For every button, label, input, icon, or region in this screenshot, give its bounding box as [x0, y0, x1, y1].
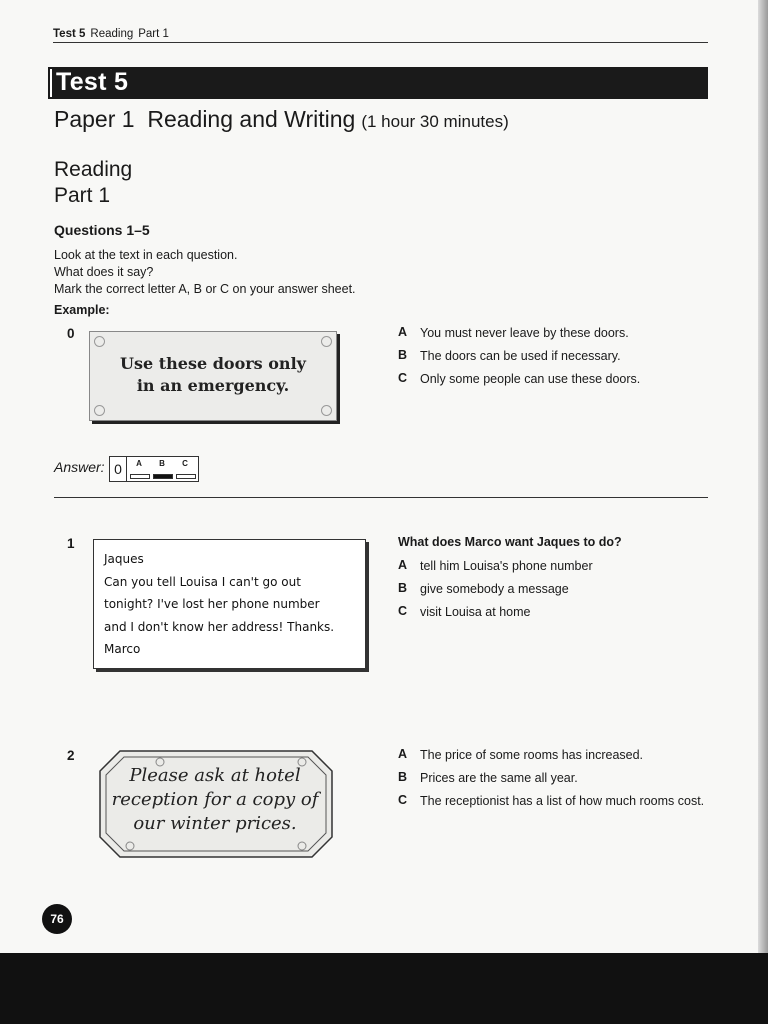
option-text: visit Louisa at home — [420, 605, 531, 619]
note-line3: tonight? I've lost her phone number — [104, 597, 320, 611]
note-line1: Jaques — [104, 552, 144, 566]
hotel-sign-text — [110, 764, 320, 836]
test-banner-label: Test 5 — [56, 68, 129, 96]
note-text — [104, 548, 359, 661]
section-title-line1: Reading — [54, 158, 133, 181]
answer-col-b: B — [159, 459, 165, 468]
option-letter: B — [398, 348, 408, 362]
option-letter: B — [398, 581, 408, 595]
section-divider — [54, 497, 708, 498]
option-text: The doors can be used if necessary. — [420, 349, 621, 363]
instruction-1: Look at the text in each question. — [54, 248, 238, 262]
example-sign-line2: in an emergency. — [136, 376, 290, 395]
note-line4: and I don't know her address! Thanks. — [104, 619, 335, 634]
instruction-3: Mark the correct letter A, B or C on your answer sheet. — [54, 282, 356, 296]
section-title-line2: Part 1 — [54, 184, 111, 207]
running-head-test: Test 5 — [53, 28, 86, 40]
paper-duration: (1 hour 30 minutes) — [361, 112, 509, 131]
option-text: You must never leave by these doors. — [420, 326, 629, 340]
page-edge — [758, 0, 768, 953]
option-text: Only some people can use these doors. — [420, 372, 641, 386]
top-rule — [53, 42, 708, 43]
note-card — [93, 539, 366, 669]
running-head — [53, 28, 169, 40]
example-sign-text — [90, 353, 336, 397]
option-letter: A — [398, 558, 408, 572]
instructions — [54, 247, 356, 298]
hotel-sign-line3: our winter prices. — [133, 813, 297, 834]
questions-heading: Questions 1–5 — [54, 222, 150, 238]
option-text: The price of some rooms has increased. — [420, 748, 644, 762]
option-text: give somebody a message — [420, 582, 569, 596]
question-2-number: 2 — [67, 748, 75, 763]
answer-col-c: C — [182, 459, 188, 468]
option-letter: A — [398, 325, 408, 339]
answer-col-a: A — [136, 459, 142, 468]
option-text: Prices are the same all year. — [420, 771, 578, 785]
question-1-number: 1 — [67, 536, 75, 551]
answer-number: 0 — [110, 457, 127, 481]
screw-icon — [94, 336, 105, 347]
hotel-sign-line1: Please ask at hotel — [129, 765, 301, 786]
page-number: 76 — [42, 904, 72, 934]
answer-mark-c[interactable] — [176, 474, 196, 479]
option-letter: A — [398, 747, 408, 761]
option-letter: C — [398, 793, 408, 807]
test-banner — [48, 67, 708, 99]
example-number: 0 — [67, 326, 75, 341]
option-letter: C — [398, 604, 408, 618]
instruction-2: What does it say? — [54, 265, 154, 279]
screw-icon — [321, 405, 332, 416]
banner-accent — [50, 69, 52, 97]
paper-title — [54, 106, 509, 133]
answer-mark-b[interactable] — [153, 474, 173, 479]
answer-mark-a[interactable] — [130, 474, 150, 479]
option-text: tell him Louisa's phone number — [420, 559, 593, 573]
hotel-sign-line2: reception for a copy of — [111, 789, 319, 810]
option-letter: C — [398, 371, 408, 385]
screw-icon — [321, 336, 332, 347]
example-label: Example: — [54, 303, 110, 317]
section-title — [54, 157, 132, 209]
example-sign — [89, 331, 337, 421]
question-1-text: What does Marco want Jaques to do? — [398, 535, 622, 549]
paper-title-text: Paper 1 Reading and Writing — [54, 106, 356, 132]
screw-icon — [94, 405, 105, 416]
option-text: The receptionist has a list of how much rooms cost. — [420, 794, 705, 808]
example-sign-line1: Use these doors only — [120, 354, 306, 373]
option-letter: B — [398, 770, 408, 784]
running-head-section: Reading — [90, 28, 134, 40]
scan-background — [0, 953, 768, 1024]
running-head-part: Part 1 — [138, 28, 169, 40]
note-line5: Marco — [104, 642, 141, 656]
note-line2: Can you tell Louisa I can't go out — [104, 574, 301, 589]
answer-grid — [109, 456, 199, 482]
answer-label: Answer: — [54, 459, 105, 475]
